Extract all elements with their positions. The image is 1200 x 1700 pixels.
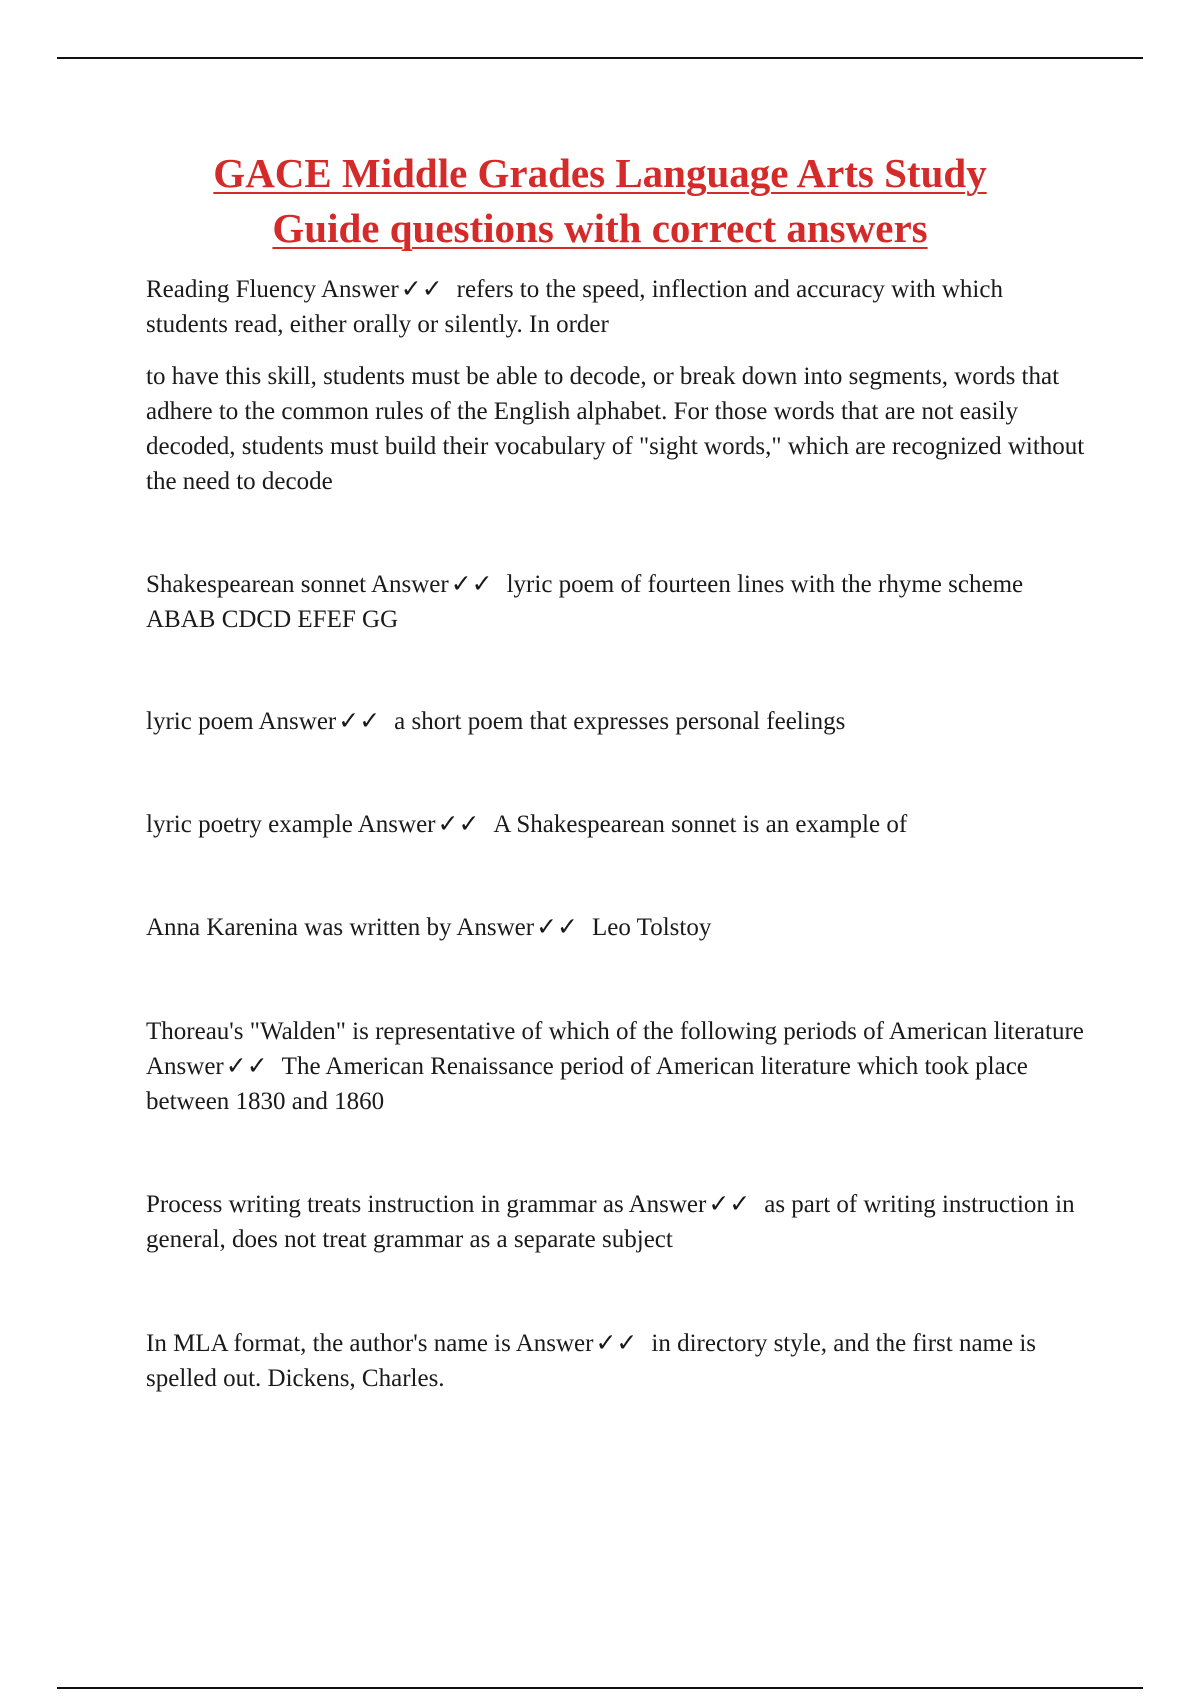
entry-term: Process writing treats instruction in grammar as — [146, 1191, 624, 1218]
answer-checkmark-icon: ✓✓ — [400, 276, 443, 303]
answer-label: Answer — [370, 571, 449, 598]
footer-rule — [57, 1687, 1143, 1689]
answer-label: Answer — [357, 811, 436, 838]
qa-entry-lyric-poetry-example — [146, 807, 1086, 842]
answer-checkmark-icon: ✓✓ — [450, 571, 493, 598]
entry-term: lyric poetry example — [146, 811, 353, 838]
answer-label: Answer — [515, 1330, 594, 1357]
answer-checkmark-icon: ✓✓ — [225, 1053, 268, 1080]
answer-label: Answer — [628, 1191, 707, 1218]
entry-answer: in directory style, and the first name is spelled out. Dickens, Charles. — [146, 1330, 1037, 1392]
entry-continuation: to have this skill, students must be able to decode, or break down into segments, words that adhere to the common rules of the English alphabet. For those words that are not easily decoded, students must build their vocabulary of "sight words," which are recognized without the need to decode — [146, 363, 1085, 495]
answer-checkmark-icon: ✓✓ — [595, 1330, 638, 1357]
qa-entry-continuation — [146, 359, 1086, 499]
entry-term: Anna Karenina was written by — [146, 914, 452, 941]
document-title — [100, 146, 1100, 256]
qa-entry-anna-karenina — [146, 910, 1086, 945]
answer-checkmark-icon: ✓✓ — [338, 708, 381, 735]
header-rule — [57, 57, 1143, 59]
qa-entry-lyric-poem — [146, 704, 1086, 739]
qa-entry-mla-format — [146, 1326, 1086, 1396]
qa-entry-walden — [146, 1014, 1086, 1119]
entry-answer: refers to the speed, inflection and accuracy with which students read, either orally or silently. In order — [146, 276, 1003, 338]
answer-label: Answer — [146, 1053, 224, 1080]
answer-checkmark-icon: ✓✓ — [437, 811, 480, 838]
title-line-1: GACE Middle Grades Language Arts Study — [213, 150, 987, 196]
entry-term: Reading Fluency — [146, 276, 317, 303]
entry-answer: lyric poem of fourteen lines with the rhyme scheme ABAB CDCD EFEF GG — [146, 571, 1024, 633]
qa-entry-reading-fluency — [146, 272, 1086, 342]
entry-answer: a short poem that expresses personal feelings — [394, 708, 846, 735]
entry-term: In MLA format, the author's name is — [146, 1330, 511, 1357]
answer-label: Answer — [456, 914, 535, 941]
qa-entry-shakespearean-sonnet — [146, 567, 1086, 637]
entry-answer: A Shakespearean sonnet is an example of — [493, 811, 908, 838]
qa-entry-process-writing — [146, 1187, 1086, 1257]
entry-term: Shakespearean sonnet — [146, 571, 367, 598]
answer-label: Answer — [258, 708, 337, 735]
entry-term: lyric poem — [146, 708, 254, 735]
answer-checkmark-icon: ✓✓ — [536, 914, 579, 941]
entry-answer: Leo Tolstoy — [592, 914, 712, 941]
entry-answer: as part of writing instruction in general, does not treat grammar as a separate subject — [146, 1191, 1075, 1253]
entry-answer: The American Renaissance period of American literature which took place between 1830 and 1860 — [146, 1053, 1028, 1115]
answer-checkmark-icon: ✓✓ — [708, 1191, 751, 1218]
title-line-2: Guide questions with correct answers — [272, 205, 928, 251]
answer-label: Answer — [320, 276, 399, 303]
entry-term: Thoreau's "Walden" is representative of which of the following periods of American literature — [146, 1018, 1084, 1045]
